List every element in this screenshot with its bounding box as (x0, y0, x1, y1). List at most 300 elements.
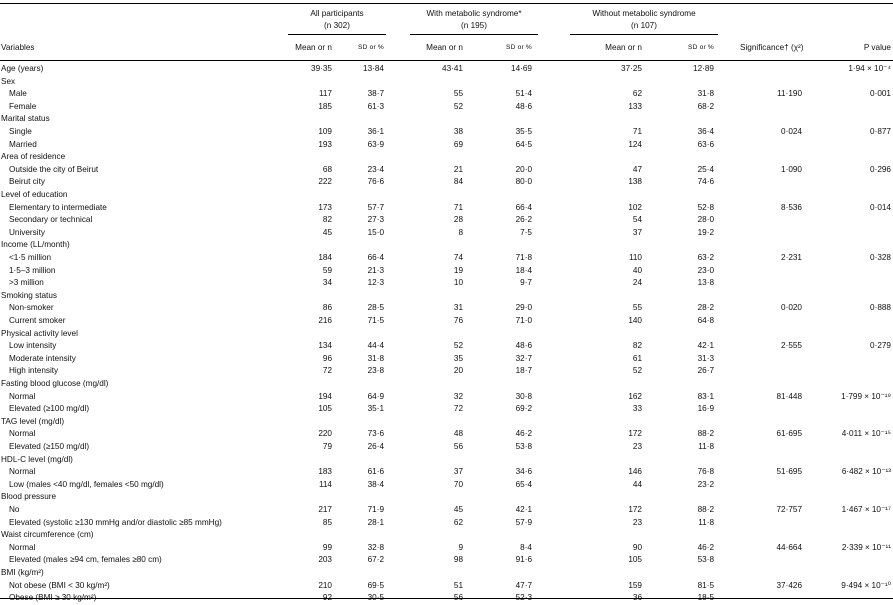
cell-nms-sd: 52·8 (697, 202, 714, 212)
cell-all-sd: 21·3 (367, 265, 384, 275)
cell-nms-sd: 23·0 (697, 265, 714, 275)
cell-all-sd: 23·4 (367, 164, 384, 174)
table-row (0, 265, 893, 278)
row-label: Elevated (≥100 mg/dl) (9, 404, 90, 414)
cell-nms-mean: 138 (628, 177, 642, 187)
cell-nms-sd: 25·4 (697, 164, 714, 174)
cell-all-mean: 216 (318, 316, 332, 325)
cell-all-sd: 28·1 (367, 517, 384, 527)
table-row (0, 441, 893, 454)
table-row (0, 101, 893, 114)
cell-ms-mean: 35 (453, 353, 463, 363)
cell-all-mean: 222 (318, 177, 332, 187)
cell-all-mean: 185 (318, 101, 332, 111)
category-label: Smoking status (1, 290, 57, 300)
row-label: Elevated (males ≥94 cm, females ≥80 cm) (9, 555, 162, 565)
row-label: Normal (9, 467, 36, 477)
cell-nms-mean: 23 (632, 517, 642, 527)
cell-ms-mean: 56 (453, 593, 463, 603)
cell-ms-mean: 37 (453, 467, 463, 477)
group-rule-ms (410, 34, 538, 35)
cell-ms-mean: 45 (453, 505, 463, 514)
cell-all-sd: 73·6 (367, 429, 384, 439)
cell-p-value: 4·011 × 10⁻¹⁵ (841, 429, 891, 439)
cell-ms-mean: 52 (453, 101, 463, 111)
category-label: TAG level (mg/dl) (1, 416, 65, 426)
cell-p-value: 0·001 (870, 89, 891, 99)
cell-p-value: 1·467 × 10⁻¹⁷ (841, 505, 891, 514)
table-row (0, 315, 893, 328)
table-row (0, 139, 893, 152)
cell-nms-mean: 62 (632, 89, 642, 99)
cell-nms-mean: 37 (632, 227, 642, 237)
bottom-rule (0, 598, 893, 599)
table-row-category (0, 290, 893, 303)
col-header-variables: Variables (1, 43, 35, 52)
row-label: Elementary to intermediate (9, 202, 107, 212)
table-row (0, 164, 893, 177)
cell-all-mean: 114 (318, 479, 332, 489)
cell-all-sd: 23·8 (367, 366, 384, 376)
cell-all-mean: 203 (318, 555, 332, 565)
table-row (0, 340, 893, 353)
cell-nms-sd: 11·8 (698, 442, 714, 451)
col-header-all-sd: SD or % (358, 44, 384, 51)
cell-significance: 81·448 (776, 391, 802, 401)
row-label: Married (9, 139, 37, 149)
row-label: >3 million (9, 278, 44, 288)
col-header-ms-mean: Mean or n (426, 43, 463, 52)
table-row (0, 277, 893, 290)
cell-all-sd: 12·3 (367, 278, 384, 288)
cell-significance: 2·231 (781, 253, 802, 262)
cell-nms-sd: 31·8 (697, 89, 714, 99)
row-label: Outside the city of Beirut (9, 164, 99, 174)
category-label: Waist circumference (cm) (1, 530, 94, 540)
cell-all-sd: 67·2 (367, 555, 384, 565)
cell-ms-sd: 48·6 (515, 341, 532, 351)
group-title-all: All participants (310, 9, 364, 18)
cell-nms-sd: 81·5 (697, 580, 714, 590)
cell-ms-mean: 20 (453, 366, 463, 376)
cell-p-value: 0·014 (870, 202, 891, 212)
cell-all-sd: 31·8 (367, 353, 384, 363)
cell-nms-mean: 110 (628, 253, 642, 262)
cell-nms-sd: 76·8 (697, 467, 714, 477)
cell-ms-sd: 26·2 (515, 215, 532, 225)
cell-ms-mean: 21 (453, 164, 463, 174)
col-header-ms-sd: SD or % (506, 44, 532, 51)
cell-ms-mean: 76 (453, 316, 463, 325)
cell-all-mean: 72 (322, 366, 332, 376)
cell-ms-sd: 47·7 (515, 580, 532, 590)
cell-nms-sd: 68·2 (697, 101, 714, 111)
cell-ms-sd: 30·8 (515, 391, 532, 401)
cell-ms-mean: 9 (458, 542, 463, 552)
cell-ms-mean: 43·41 (442, 64, 463, 73)
cell-nms-mean: 40 (632, 265, 642, 275)
row-label: Elevated (≥150 mg/dl) (9, 442, 90, 451)
row-label: Moderate intensity (9, 353, 76, 363)
category-label: Income (LL/month) (1, 240, 70, 250)
cell-all-sd: 61·6 (367, 467, 384, 477)
cell-all-mean: 86 (322, 303, 332, 313)
cell-nms-sd: 13·8 (697, 278, 714, 288)
cell-nms-sd: 88·2 (697, 429, 714, 439)
cell-ms-sd: 80·0 (515, 177, 532, 187)
cell-all-sd: 36·1 (367, 127, 384, 136)
group-header-nms (570, 8, 718, 32)
cell-ms-sd: 69·2 (515, 404, 532, 414)
cell-all-sd: 44·4 (367, 341, 384, 351)
cell-ms-sd: 57·9 (515, 517, 532, 527)
table-row-category (0, 491, 893, 504)
table-row-category (0, 416, 893, 429)
row-label: Elevated (systolic ≥130 mmHg and/or diastolic ≥85 mmHg) (9, 517, 222, 527)
table-row (0, 391, 893, 404)
table-row-category (0, 63, 893, 76)
cell-nms-sd: 63·6 (697, 139, 714, 149)
cell-nms-sd: 74·6 (697, 177, 714, 187)
category-label: HDL-C level (mg/dl) (1, 454, 73, 464)
row-label: Secondary or technical (9, 215, 93, 225)
cell-ms-sd: 53·8 (515, 442, 532, 451)
group-n-nms: (n 107) (631, 21, 657, 30)
cell-nms-sd: 42·1 (697, 341, 714, 351)
cell-nms-sd: 28·0 (697, 215, 714, 225)
cell-nms-mean: 124 (628, 139, 642, 149)
cell-all-mean: 34 (322, 278, 332, 288)
category-label: Blood pressure (1, 492, 57, 502)
group-header-all (288, 8, 386, 32)
cell-nms-mean: 82 (632, 341, 642, 351)
col-header-nms-mean: Mean or n (605, 43, 642, 52)
cell-all-sd: 13·84 (363, 64, 384, 73)
cell-all-mean: 59 (322, 265, 332, 275)
cell-ms-sd: 7·5 (520, 227, 532, 237)
cell-p-value: 0·877 (870, 127, 891, 136)
cell-significance: 37·426 (776, 580, 802, 590)
group-n-all: (n 302) (324, 21, 350, 30)
cell-all-mean: 194 (318, 391, 332, 401)
category-label: Age (years) (1, 64, 44, 73)
cell-all-sd: 30·5 (367, 593, 384, 603)
cell-all-mean: 45 (322, 227, 332, 237)
cell-p-value: 2·339 × 10⁻¹¹ (841, 542, 891, 552)
cell-all-mean: 184 (318, 253, 332, 262)
cell-nms-mean: 24 (632, 278, 642, 288)
cell-all-sd: 69·5 (367, 580, 384, 590)
cell-all-mean: 217 (318, 505, 332, 514)
col-header-significance: Significance† (χ²) (740, 43, 804, 52)
row-label: No (9, 505, 20, 514)
cell-ms-mean: 32 (453, 391, 463, 401)
cell-p-value: 6·482 × 10⁻¹³ (841, 467, 891, 477)
cell-all-mean: 96 (322, 353, 332, 363)
cell-all-mean: 68 (322, 164, 332, 174)
cell-all-mean: 105 (318, 404, 332, 414)
cell-nms-mean: 162 (628, 391, 642, 401)
cell-ms-sd: 20·0 (515, 164, 532, 174)
row-label: Female (9, 101, 37, 111)
table-row (0, 88, 893, 101)
cell-all-sd: 71·9 (367, 505, 384, 514)
cell-all-sd: 35·1 (367, 404, 384, 414)
group-title-ms: With metabolic syndrome* (426, 9, 522, 18)
table-row (0, 214, 893, 227)
cell-ms-mean: 74 (453, 253, 463, 262)
cell-p-value: 0·888 (870, 303, 891, 313)
cell-nms-sd: 23·2 (697, 479, 714, 489)
col-header-nms-sd: SD or % (688, 44, 714, 51)
group-rule-nms (570, 34, 718, 35)
cell-all-sd: 15·0 (367, 227, 384, 237)
table-row-category (0, 76, 893, 89)
row-label: Low (males <40 mg/dl, females <50 mg/dl) (9, 479, 164, 489)
cell-all-sd: 32·8 (367, 542, 384, 552)
cell-significance: 0·024 (781, 127, 802, 136)
cell-ms-mean: 19 (453, 265, 463, 275)
cell-ms-sd: 42·1 (515, 505, 532, 514)
table-row (0, 403, 893, 416)
row-label: Normal (9, 391, 36, 401)
cell-all-mean: 210 (318, 580, 332, 590)
cell-all-mean: 99 (322, 542, 332, 552)
cell-ms-mean: 48 (453, 429, 463, 439)
group-header-ms (410, 8, 538, 32)
cell-nms-mean: 52 (632, 366, 642, 376)
cell-nms-mean: 47 (632, 164, 642, 174)
table-row (0, 479, 893, 492)
cell-p-value: 0·328 (870, 253, 891, 262)
row-label: High intensity (9, 366, 59, 376)
row-label: Normal (9, 542, 36, 552)
table-row-category (0, 567, 893, 580)
category-label: BMI (kg/m²) (1, 568, 44, 577)
cell-all-mean: 82 (322, 215, 332, 225)
cell-ms-mean: 31 (453, 303, 463, 313)
cell-all-mean: 39·35 (311, 64, 332, 73)
cell-nms-sd: 88·2 (697, 505, 714, 514)
row-label: Non-smoker (9, 303, 54, 313)
cell-ms-sd: 8·4 (520, 542, 532, 552)
cell-nms-mean: 133 (628, 101, 642, 111)
cell-ms-mean: 72 (453, 404, 463, 414)
header-rule (0, 60, 893, 61)
table-row (0, 428, 893, 441)
cell-all-sd: 38·4 (367, 479, 384, 489)
cell-p-value: 0·296 (870, 164, 891, 174)
cell-nms-mean: 71 (632, 127, 642, 136)
table-row (0, 202, 893, 215)
cell-ms-sd: 18·7 (515, 366, 532, 376)
cell-p-value: 0·279 (870, 341, 891, 351)
cell-nms-mean: 159 (628, 580, 642, 590)
cell-ms-sd: 71·8 (515, 253, 532, 262)
table-row-category (0, 151, 893, 164)
cell-all-sd: 57·7 (367, 202, 384, 212)
cell-nms-mean: 140 (628, 316, 642, 325)
cell-all-mean: 109 (318, 127, 332, 136)
cell-all-mean: 92 (322, 593, 332, 603)
row-label: 1·5–3 million (9, 265, 56, 275)
category-label: Area of residence (1, 152, 66, 162)
cell-p-value: 9·494 × 10⁻¹⁰ (841, 580, 891, 590)
cell-significance: 51·695 (776, 467, 802, 477)
cell-ms-mean: 8 (458, 227, 463, 237)
cell-ms-sd: 66·4 (515, 202, 532, 212)
cell-all-mean: 220 (318, 429, 332, 439)
cell-ms-sd: 52·3 (515, 593, 532, 603)
group-title-nms: Without metabolic syndrome (592, 9, 696, 18)
col-header-all-mean: Mean or n (295, 43, 332, 52)
table-row (0, 353, 893, 366)
cell-ms-sd: 35·5 (515, 127, 532, 136)
cell-nms-mean: 44 (632, 479, 642, 489)
cell-nms-sd: 63·2 (697, 253, 714, 262)
cell-ms-sd: 64·5 (515, 139, 532, 149)
table-row-category (0, 529, 893, 542)
cell-ms-mean: 84 (453, 177, 463, 187)
cell-ms-mean: 71 (453, 202, 463, 212)
cell-ms-mean: 98 (453, 555, 463, 565)
row-label: Low intensity (9, 341, 57, 351)
cell-all-mean: 134 (318, 341, 332, 351)
cell-p-value: 1·799 × 10⁻¹⁹ (841, 391, 891, 401)
table-row (0, 542, 893, 555)
row-label: <1·5 million (9, 253, 52, 262)
cell-nms-sd: 16·9 (697, 404, 714, 414)
cell-nms-sd: 18·5 (697, 593, 714, 603)
cell-nms-mean: 102 (628, 202, 642, 212)
cell-ms-mean: 69 (453, 139, 463, 149)
cell-nms-mean: 105 (628, 555, 642, 565)
row-label: Normal (9, 429, 36, 439)
table-row (0, 176, 893, 189)
table-row (0, 517, 893, 530)
cell-nms-mean: 146 (628, 467, 642, 477)
cell-ms-sd: 9·7 (520, 278, 532, 288)
cell-ms-sd: 14·69 (511, 64, 532, 73)
table-row (0, 554, 893, 567)
cell-ms-sd: 18·4 (515, 265, 532, 275)
category-label: Physical activity level (1, 328, 78, 338)
cell-ms-sd: 32·7 (515, 353, 532, 363)
cell-nms-sd: 53·8 (697, 555, 714, 565)
cell-ms-mean: 28 (453, 215, 463, 225)
cell-ms-mean: 10 (453, 278, 463, 288)
table-row (0, 302, 893, 315)
cell-nms-sd: 31·3 (697, 353, 714, 363)
cell-ms-sd: 46·2 (515, 429, 532, 439)
row-label: Male (9, 89, 27, 99)
cell-all-mean: 85 (322, 517, 332, 527)
cell-significance: 44·664 (776, 542, 802, 552)
cell-all-sd: 38·7 (367, 89, 384, 99)
cell-significance: 72·757 (776, 505, 802, 514)
cell-nms-sd: 19·2 (697, 227, 714, 237)
cell-ms-sd: 71·0 (515, 316, 532, 325)
cell-ms-mean: 52 (453, 341, 463, 351)
cell-nms-sd: 12·89 (693, 64, 714, 73)
row-label: Obese (BMI ≥ 30 kg/m²) (9, 593, 97, 603)
cell-nms-mean: 172 (628, 429, 642, 439)
cell-nms-sd: 28·2 (697, 303, 714, 313)
table-row (0, 504, 893, 517)
cell-significance: 61·695 (776, 429, 802, 439)
cell-significance: 0·020 (781, 303, 802, 313)
cell-p-value: 1·94 × 10⁻⁴ (848, 64, 891, 73)
row-label: Not obese (BMI < 30 kg/m²) (9, 580, 110, 590)
cell-all-mean: 183 (318, 467, 332, 477)
table-row (0, 466, 893, 479)
top-rule (0, 3, 893, 4)
cell-nms-mean: 55 (632, 303, 642, 313)
table-row-category (0, 239, 893, 252)
category-label: Sex (1, 76, 16, 86)
cell-ms-sd: 29·0 (515, 303, 532, 313)
cell-ms-mean: 70 (453, 479, 463, 489)
cell-ms-sd: 51·4 (515, 89, 532, 99)
cell-nms-mean: 54 (632, 215, 642, 225)
table-row-category (0, 378, 893, 391)
cell-nms-mean: 36 (632, 593, 642, 603)
cell-all-mean: 117 (318, 89, 332, 99)
cell-all-mean: 79 (322, 442, 332, 451)
cell-ms-mean: 62 (453, 517, 463, 527)
group-rule-all (288, 34, 386, 35)
table-row-category (0, 189, 893, 202)
category-label: Level of education (1, 190, 68, 199)
cell-all-sd: 66·4 (367, 253, 384, 262)
cell-ms-mean: 55 (453, 89, 463, 99)
cell-significance: 1·090 (781, 164, 802, 174)
cell-significance: 8·536 (781, 202, 802, 212)
cell-nms-mean: 23 (632, 442, 642, 451)
category-label: Fasting blood glucose (mg/dl) (1, 379, 109, 388)
cell-all-sd: 61·3 (367, 101, 384, 111)
cell-all-mean: 173 (318, 202, 332, 212)
cell-significance: 2·555 (781, 341, 802, 351)
cell-all-sd: 28·5 (367, 303, 384, 313)
cell-all-sd: 26·4 (367, 442, 384, 451)
group-n-ms: (n 195) (461, 21, 487, 30)
table-row-category (0, 328, 893, 341)
cell-ms-mean: 51 (453, 580, 463, 590)
cell-nms-sd: 64·8 (697, 316, 714, 325)
cell-nms-sd: 36·4 (697, 127, 714, 136)
cell-all-sd: 63·9 (367, 139, 384, 149)
table-row (0, 227, 893, 240)
cell-ms-sd: 34·6 (515, 467, 532, 477)
category-label: Marital status (1, 114, 50, 124)
row-label: Current smoker (9, 316, 66, 325)
table-row-category (0, 113, 893, 126)
cell-nms-mean: 37·25 (621, 64, 642, 73)
cell-all-sd: 64·9 (367, 391, 384, 401)
table-row (0, 580, 893, 593)
cell-nms-mean: 61 (632, 353, 642, 363)
table-row (0, 365, 893, 378)
col-header-p-value: P value (863, 43, 891, 52)
table-row-category (0, 454, 893, 467)
cell-nms-mean: 90 (632, 542, 642, 552)
cell-ms-mean: 56 (453, 442, 463, 451)
cell-ms-mean: 38 (453, 127, 463, 136)
cell-nms-sd: 46·2 (697, 542, 714, 552)
cell-nms-sd: 83·1 (697, 391, 714, 401)
cell-significance: 11·190 (777, 89, 802, 99)
